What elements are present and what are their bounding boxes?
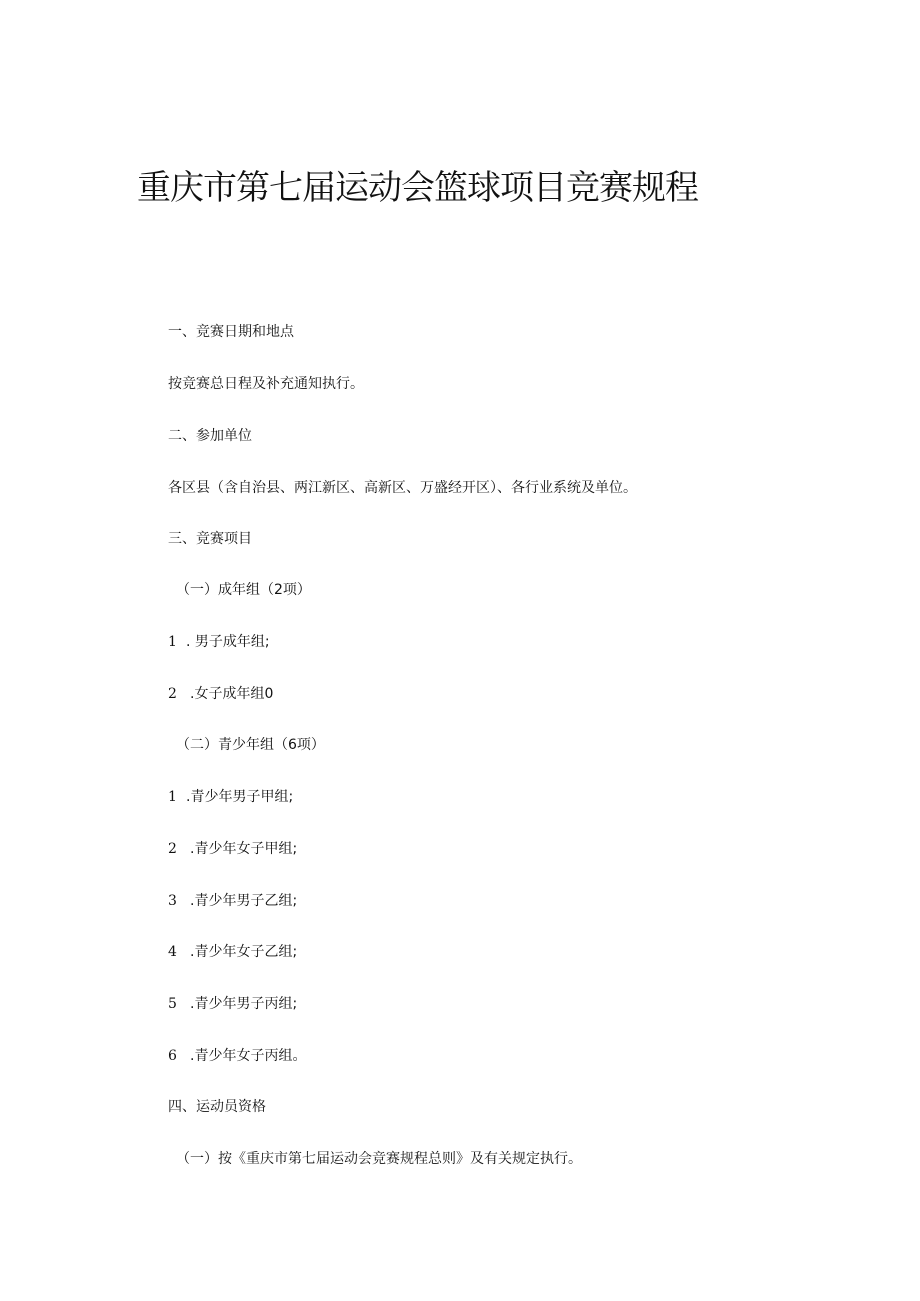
list-item-text: . 男子成年组; bbox=[186, 634, 270, 650]
list-item-text: .青少年女子丙组。 bbox=[190, 1048, 307, 1064]
list-item bbox=[168, 787, 293, 807]
list-item bbox=[168, 994, 297, 1014]
list-item-text: .青少年男子甲组; bbox=[186, 789, 294, 805]
list-item bbox=[168, 891, 297, 911]
list-item-number: 4 bbox=[168, 944, 177, 960]
list-item-number: 2 bbox=[168, 841, 177, 857]
list-item-number: 6 bbox=[168, 1048, 177, 1064]
list-item-number: 2 bbox=[168, 686, 177, 702]
list-item bbox=[168, 632, 270, 652]
list-item bbox=[168, 942, 297, 962]
section-heading-2: 二、参加单位 bbox=[168, 428, 252, 444]
section-heading-4: 四、运动员资格 bbox=[168, 1099, 266, 1115]
list-item-text: .女子成年组0 bbox=[190, 686, 274, 702]
list-item-text: .青少年男子丙组; bbox=[190, 996, 298, 1012]
section-heading-3: 三、竞赛项目 bbox=[168, 531, 252, 547]
list-item-number: 1 bbox=[168, 634, 177, 650]
list-item-number: 3 bbox=[168, 893, 177, 909]
section-heading-1: 一、竞赛日期和地点 bbox=[168, 324, 294, 340]
list-item-text: .青少年女子甲组; bbox=[190, 841, 298, 857]
section-text-1: 按竞赛总日程及补充通知执行。 bbox=[168, 376, 364, 392]
list-item bbox=[168, 839, 297, 859]
list-item-number: 5 bbox=[168, 996, 177, 1012]
list-item bbox=[168, 1046, 306, 1066]
list-item-number: 1 bbox=[168, 789, 177, 805]
subsection-adult-group: （一）成年组（2项） bbox=[176, 582, 311, 598]
list-item bbox=[168, 684, 273, 704]
list-item-text: .青少年男子乙组; bbox=[190, 893, 298, 909]
section-text-4: （一）按《重庆市第七届运动会竞赛规程总则》及有关规定执行。 bbox=[176, 1151, 582, 1167]
list-item-text: .青少年女子乙组; bbox=[190, 944, 298, 960]
section-text-2: 各区县（含自治县、两江新区、高新区、万盛经开区）、各行业系统及单位。 bbox=[168, 480, 637, 496]
document-title: 重庆市第七届运动会篮球项目竞赛规程 bbox=[137, 168, 698, 208]
subsection-youth-group: （二）青少年组（6项） bbox=[176, 737, 325, 753]
